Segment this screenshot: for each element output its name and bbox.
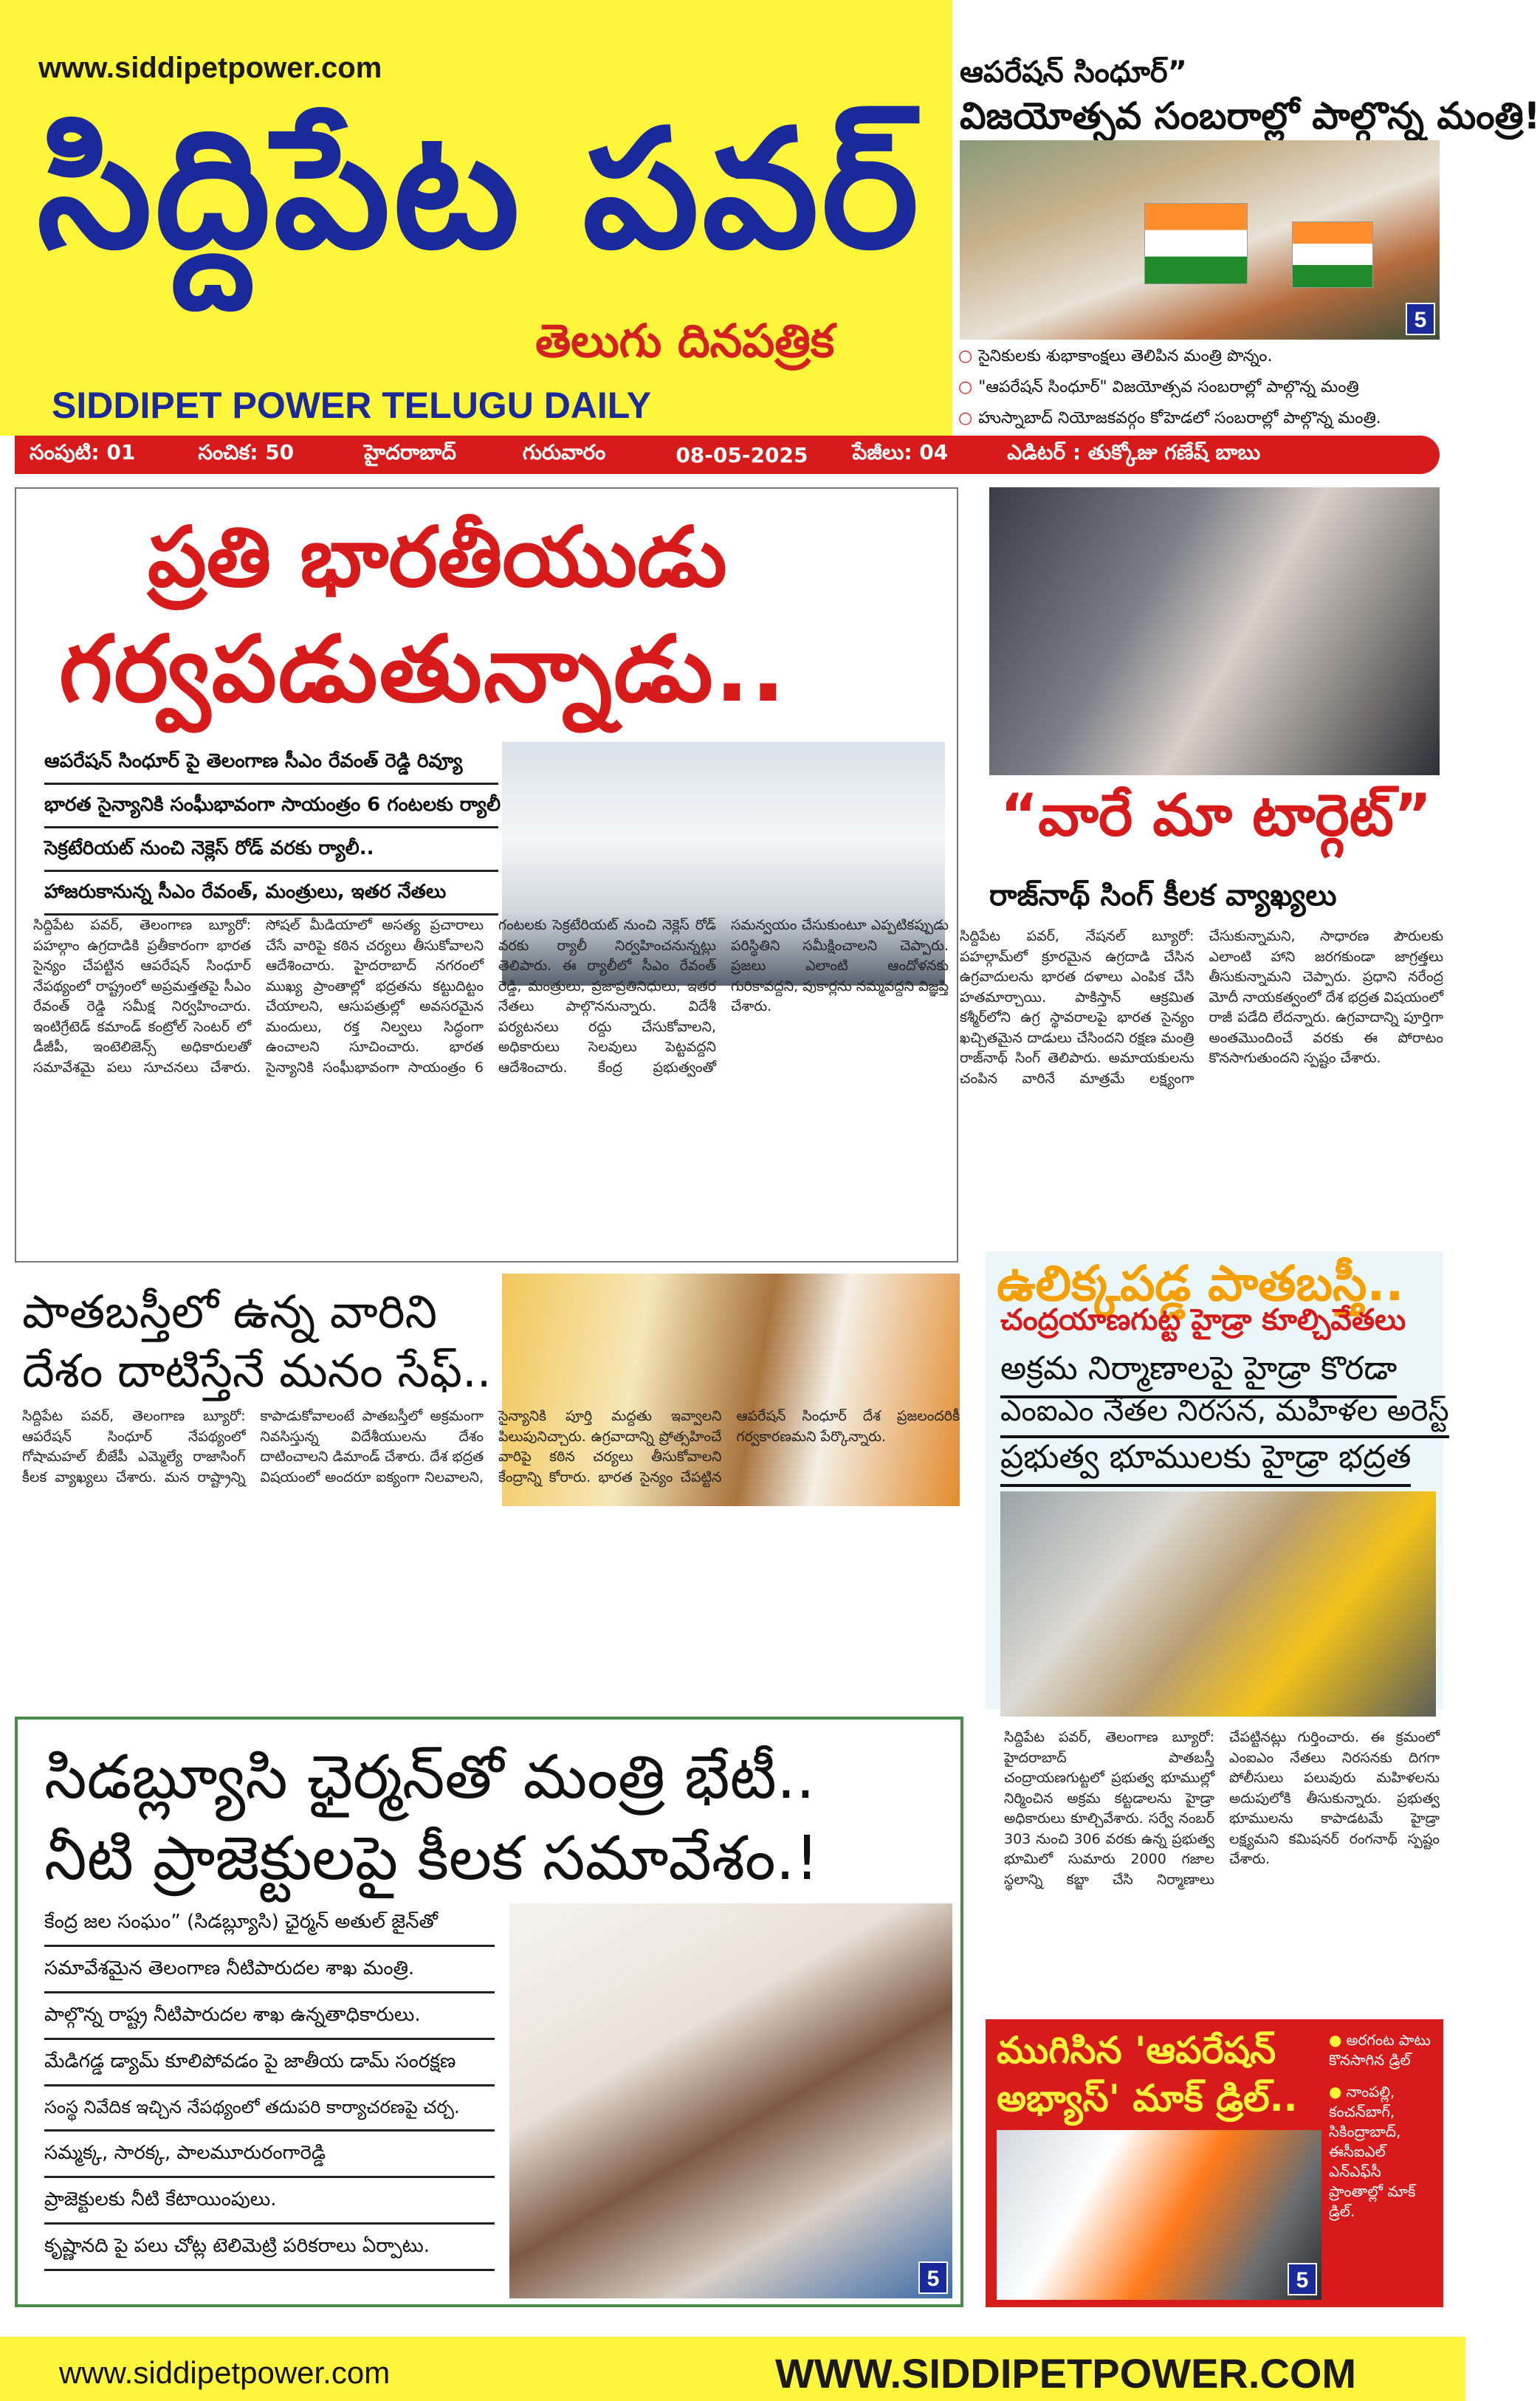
indian-flag-icon bbox=[1292, 221, 1373, 288]
minister-photo bbox=[509, 1903, 952, 2298]
list-item: పాల్గొన్న రాష్ట్ర నీటిపారుదల శాఖ ఉన్నతాధికారులు. bbox=[44, 1998, 495, 2040]
editor-label: ఎడిటర్ : తుక్కోజు గణేష్ బాబు bbox=[1007, 440, 1261, 464]
list-item: కృష్ణానది పై పలు చోట్ల టెలిమెట్రి పరికరాలు ఏర్పాటు. bbox=[44, 2229, 495, 2271]
list-item: ○ సైనికులకు శుభాకాంక్షలు తెలిపిన మంత్రి పొన్నం. bbox=[958, 347, 1446, 369]
hydra-subhead: చంద్రయాణగుట్ట హైడ్రా కూల్చివేతలు bbox=[1000, 1303, 1406, 1337]
hydra-line1: అక్రమ నిర్మాణాలపై హైడ్రా కొరడా bbox=[1000, 1350, 1397, 1398]
subhead: హాజరుకానున్న సీఎం రేవంత్, మంత్రులు, ఇతర నేతలు bbox=[44, 876, 498, 916]
list-item: ● అరగంట పాటు కొనసాగిన డ్రిల్ bbox=[1329, 2030, 1440, 2070]
sindoor-headline-line1: ఆపరేషన్ సింధూర్” bbox=[960, 55, 1187, 89]
list-item: సమావేశమైన తెలంగాణ నీటిపారుదల శాఖ మంత్రి. bbox=[44, 1951, 495, 1993]
newspaper-title: సిద్దిపేట పవర్ bbox=[37, 95, 922, 285]
page-badge: 5 bbox=[1288, 2263, 1317, 2295]
rajnath-subhead: రాజ్‌నాథ్ సింగ్ కీలక వ్యాఖ్యలు bbox=[989, 879, 1337, 913]
demolition-photo bbox=[1000, 1491, 1436, 1717]
sindoor-celebration-photo bbox=[960, 140, 1440, 340]
main-subheads bbox=[44, 746, 501, 920]
pages-label: పేజీలు: 04 bbox=[852, 440, 949, 464]
site-url-top[interactable]: www.siddipetpower.com bbox=[38, 52, 382, 84]
footer-url-left[interactable]: www.siddipetpower.com bbox=[59, 2355, 391, 2390]
list-item: సంస్థ నివేదిక ఇచ్చిన నేపథ్యంలో తదుపరి కార్యాచరణపై చర్చ. bbox=[44, 2091, 495, 2132]
mock-drill-photo bbox=[997, 2130, 1321, 2300]
rajnath-singh-photo bbox=[989, 487, 1440, 775]
old-city-headline-line2: దేశం దాటిస్తేనే మనం సేఫ్.. bbox=[22, 1344, 492, 1398]
newspaper-english-name: SIDDIPET POWER TELUGU DAILY bbox=[52, 385, 652, 426]
subhead: భారత సైన్యానికి సంఘీభావంగా సాయంత్రం 6 గంటలకు ర్యాలీ bbox=[44, 789, 498, 828]
old-city-headline-line1: పాతబస్తీలో ఉన్న వారిని bbox=[22, 1285, 438, 1339]
cwc-headline-line2: నీటి ప్రాజెక్టులపై కీలక సమావేశం.! bbox=[44, 1824, 819, 1894]
main-headline-line1: ప్రతి భారతీయుడు bbox=[148, 509, 727, 605]
old-city-story-body: సిద్దిపేట పవర్, తెలంగాణ బ్యూరో: ఆపరేషన్ సింధూర్ నేపథ్యంలో గోషామహల్ బీజేపీ ఎమ్మెల్యే రాజాసింగ్ కీలక వ్యాఖ్యలు చేశారు. మన రాష్ట్రాన్ని కాపాడుకోవాలంటే పాతబస్తీలో అక్రమంగా నివసిస్తున్న విదేశీయులను దేశం దాటించాలని డిమాండ్ చేశారు. దేశ భద్రత విషయంలో అందరూ ఐక్యంగా నిలవాలని, సైన్యానికి పూర్తి మద్దతు ఇవ్వాలని పిలుపునిచ్చారు. ఉగ్రవాదాన్ని ప్రోత్సహించే వారిపై కఠిన చర్యలు తీసుకోవాలని కేంద్రాన్ని కోరారు. భారత సైన్యం చేపట్టిన ఆపరేషన్ సింధూర్ దేశ ప్రజలందరికీ గర్వకారణమని పేర్కొన్నారు. bbox=[22, 1408, 960, 1485]
main-headline-line2: గర్వపడుతున్నాడు.. bbox=[59, 616, 787, 723]
list-item: ○ హుస్నాబాద్ నియోజకవర్గం కోహెడలో సంబరాల్లో పాల్గొన్న మంత్రి. bbox=[958, 409, 1446, 431]
sindoor-bullet-list bbox=[958, 347, 1446, 440]
newspaper-subtitle: తెలుగు దినపత్రిక bbox=[535, 314, 835, 368]
issue-info-bar bbox=[15, 436, 1440, 474]
cwc-headline-line1: సిడబ్ల్యూసి ఛైర్మన్‌తో మంత్రి భేటీ.. bbox=[44, 1742, 815, 1813]
hydra-line2: ఎంఐఎం నేతల నిరసన, మహిళల అరెస్ట్ bbox=[1000, 1394, 1449, 1438]
list-item: మేడిగడ్డ డ్యామ్ కూలిపోవడం పై జాతీయ డామ్ సంరక్షణ bbox=[44, 2044, 495, 2086]
list-item: ● నాంపల్లి, కంచన్‌బాగ్, సికింద్రాబాద్, ఈసీఐఎల్ ఎన్ఎఫ్‌సీ ప్రాంతాల్లో మాక్ డ్రిల్. bbox=[1329, 2082, 1440, 2222]
date-label: 08-05-2025 bbox=[676, 442, 808, 467]
hydra-headline: ఉలిక్కపడ్డ పాతబస్తీ.. bbox=[997, 1255, 1404, 1312]
sindoor-headline-line2: విజయోత్సవ సంబరాల్లో పాల్గొన్న మంత్రి! bbox=[960, 95, 1540, 137]
list-item: సమ్మక్క, సారక్క, పాలమూరురంగారెడ్డి bbox=[44, 2136, 495, 2178]
list-item: ప్రాజెక్టులకు నీటి కేటాయింపులు. bbox=[44, 2182, 495, 2225]
hydra-line3: ప్రభుత్వ భూములకు హైడ్రా భద్రత bbox=[1000, 1438, 1411, 1487]
list-item: ○ "ఆపరేషన్ సింధూర్" విజయోత్సవ సంబరాల్లో పాల్గొన్న మంత్రి bbox=[958, 378, 1446, 400]
mock-drill-points bbox=[1329, 2030, 1440, 2233]
page-badge: 5 bbox=[1406, 303, 1435, 335]
subhead: సెక్రటేరియట్ నుంచి నెక్లెస్ రోడ్ వరకు ర్యాలీ.. bbox=[44, 833, 498, 872]
main-story-body: సిద్దిపేట పవర్, తెలంగాణ బ్యూరో: పహల్గాం ఉగ్రదాడికి ప్రతీకారంగా భారత సైన్యం చేపట్టిన ఆపరేషన్ సింధూర్ నేపథ్యంలో రాష్ట్రంలో అప్రమత్తతపై సీఎం రేవంత్ రెడ్డి సమీక్ష నిర్వహించారు. ఇంటిగ్రేటెడ్ కమాండ్ కంట్రోల్ సెంటర్ లో డీజీపీ, ఇంటెలిజెన్స్ అధికారులతో సమావేశమై పలు సూచనలు చేశారు. సోషల్ మీడియాలో అసత్య ప్రచారాలు చేసే వారిపై కఠిన చర్యలు తీసుకోవాలని ఆదేశించారు. హైదరాబాద్ నగరంలో ముఖ్య ప్రాంతాల్లో భద్రతను కట్టుదిట్టం చేయాలని, ఆసుపత్రుల్లో అవసరమైన మందులు, రక్త నిల్వలు సిద్ధంగా ఉంచాలని సూచించారు. భారత సైన్యానికి సంఘీభావంగా సాయంత్రం 6 గంటలకు సెక్రటేరియట్ నుంచి నెక్లెస్ రోడ్ వరకు ర్యాలీ నిర్వహించనున్నట్లు తెలిపారు. ఈ ర్యాలీలో సీఎం రేవంత్ రెడ్డి, మంత్రులు, ప్రజాప్రతినిధులు, ఇతర నేతలు పాల్గొననున్నారు. విదేశీ పర్యటనలు రద్దు చేసుకోవాలని, అధికారులు సెలవులు పెట్టవద్దని ఆదేశించారు. కేంద్ర ప్రభుత్వంతో సమన్వయం చేసుకుంటూ ఎప్పటికప్పుడు పరిస్థితిని సమీక్షించాలని చెప్పారు. ప్రజలు ఎలాంటి ఆందోళనకు గురికావద్దని, పుకార్లను నమ్మవద్దని విజ్ఞప్తి చేశారు. bbox=[33, 917, 949, 1076]
page-badge: 5 bbox=[918, 2261, 948, 2294]
city-label: హైదరాబాద్ bbox=[364, 440, 456, 464]
footer-url-right[interactable]: WWW.SIDDIPETPOWER.COM bbox=[775, 2350, 1357, 2397]
cwc-points bbox=[44, 1905, 495, 2275]
day-label: గురువారం bbox=[522, 440, 606, 464]
rajnath-story-body: సిద్దిపేట పవర్, నేషనల్ బ్యూరో: పహల్గామ్‌లో క్రూరమైన ఉగ్రదాడి చేసిన ఉగ్రవాదులను భారత దళాలు ఎంపిక చేసి హతమార్చాయి. పాకిస్తాన్ ఆక్రమిత కశ్మీర్‌లోని ఉగ్ర స్థావరాలపై భారత సైన్యం ఖచ్చితమైన దాడులు చేసిందని రక్షణ మంత్రి రాజ్‌నాథ్ సింగ్ తెలిపారు. అమాయకులను చంపిన వారినే మాత్రమే లక్ష్యంగా చేసుకున్నామని, సాధారణ పౌరులకు ఎలాంటి హాని జరగకుండా జాగ్రత్తలు తీసుకున్నామని చెప్పారు. ప్రధాని నరేంద్ర మోదీ నాయకత్వంలో దేశ భద్రత విషయంలో రాజీ పడేది లేదన్నారు. ఉగ్రవాదాన్ని పూర్తిగా అంతమొందించే వరకు ఈ పోరాటం కొనసాగుతుందని స్పష్టం చేశారు. bbox=[960, 928, 1443, 1087]
list-item: కేంద్ర జల సంఘం” (సిడబ్ల్యూసి) ఛైర్మన్ అతుల్ జైన్‌తో bbox=[44, 1905, 495, 1947]
volume-label: సంపుటి: 01 bbox=[30, 440, 136, 464]
hydra-story-body: సిద్దిపేట పవర్, తెలంగాణ బ్యూరో: హైదరాబాద్ పాతబస్తీ చంద్రాయణగుట్టలో ప్రభుత్వ భూముల్లో నిర్మించిన అక్రమ కట్టడాలను హైడ్రా అధికారులు కూల్చివేశారు. సర్వే నంబర్ 303 నుంచి 306 వరకు ఉన్న ప్రభుత్వ భూమిలో సుమారు 2000 గజాల స్థలాన్ని కబ్జా చేసి నిర్మాణాలు చేపట్టినట్లు గుర్తించారు. ఈ క్రమంలో ఎంఐఎం నేతలు నిరసనకు దిగగా పోలీసులు పలువురు మహిళలను అదుపులోకి తీసుకున్నారు. ప్రభుత్వ భూములను కాపాడటమే హైడ్రా లక్ష్యమని కమిషనర్ రంగనాథ్ స్పష్టం చేశారు. bbox=[1004, 1729, 1440, 1888]
rajnath-quote-headline: “వారే మా టార్గెట్” bbox=[1000, 783, 1432, 849]
issue-label: సంచిక: 50 bbox=[198, 440, 295, 464]
indian-flag-icon bbox=[1144, 203, 1248, 284]
mock-drill-headline: ముగిసిన 'ఆపరేషన్ అభ్యాస్' మాక్ డ్రిల్.. bbox=[997, 2029, 1298, 2120]
subhead: ఆపరేషన్ సింధూర్ పై తెలంగాణ సీఎం రేవంత్ రెడ్డి రివ్యూ bbox=[44, 746, 498, 785]
